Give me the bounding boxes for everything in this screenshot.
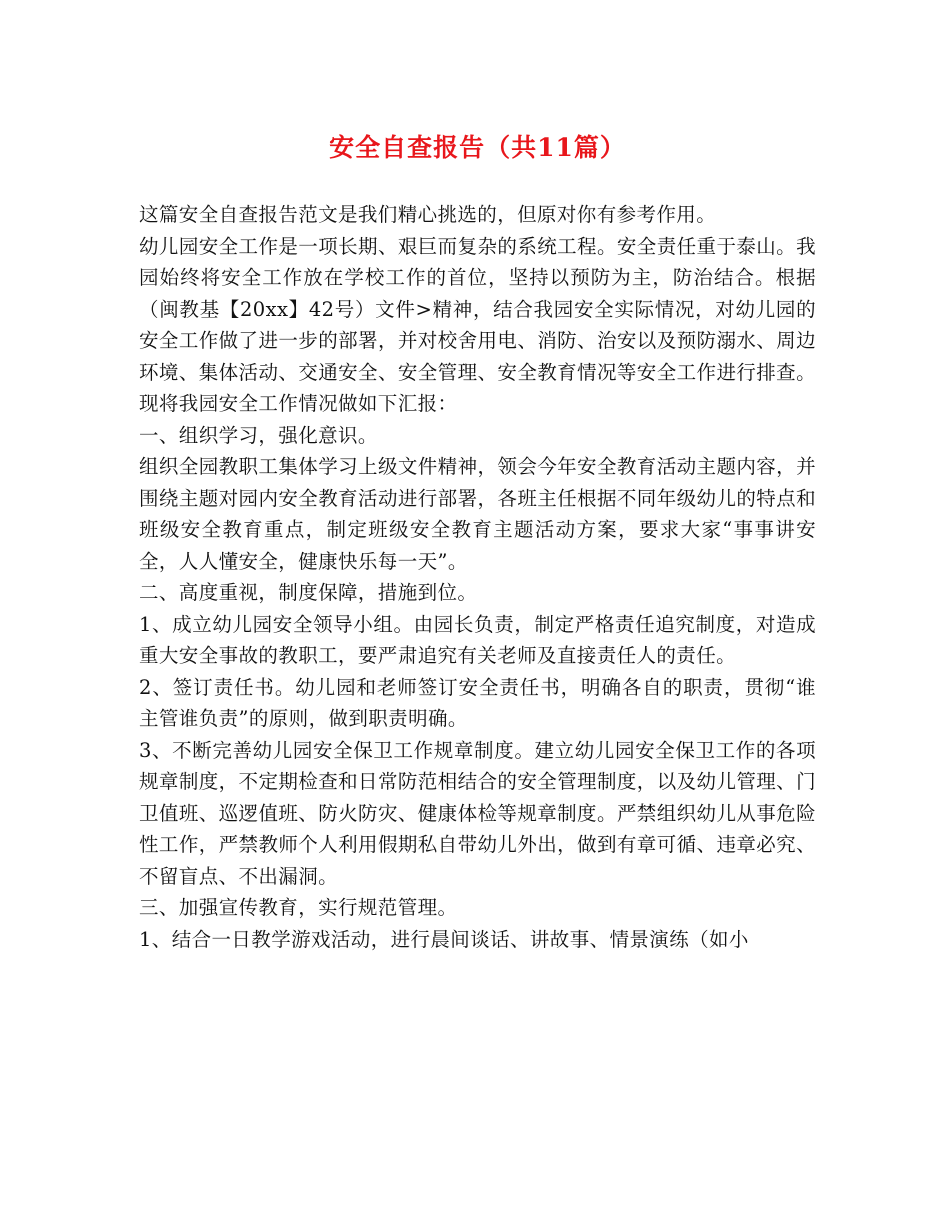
paragraph-overview: 幼儿园安全工作是一项长期、艰巨而复杂的系统工程。安全责任重于泰山。我园始终将安全工作放在学校工作的首位，坚持以预防为主，防治结合。根据（闽教基【20xx】42号）文件>精神，结合我园安全实际情况，对幼儿园的安全工作做了进一步的部署，并对校舍用电、消防、治安以及预防溺水、周边环境、集体活动、交通安全、安全管理、安全教育情况等安全工作进行排查。现将我园安全工作情况做如下汇报： (139, 234, 816, 415)
paragraph-item-2-3: 3、不断完善幼儿园安全保卫工作规章制度。建立幼儿园安全保卫工作的各项规章制度，不定期检查和日常防范相结合的安全管理制度，以及幼儿管理、门卫值班、巡逻值班、防火防灾、健康体检等规章制度。严禁组织幼儿从事危险性工作，严禁教师个人利用假期私自带幼儿外出，做到有章可循、违章必究、不留盲点、不出漏洞。 (139, 738, 816, 888)
section-heading-3: 三、加强宣传教育，实行规范管理。 (139, 896, 458, 919)
section-heading-2: 二、高度重视，制度保障，措施到位。 (139, 581, 478, 604)
paragraph-item-2-1: 1、成立幼儿园安全领导小组。由园长负责，制定严格责任追究制度，对造成重大安全事故的教职工，要严肃追究有关老师及直接责任人的责任。 (139, 612, 816, 667)
paragraph-intro: 这篇安全自查报告范文是我们精心挑选的，但原对你有参考作用。 (139, 203, 717, 226)
section-heading-1: 一、组织学习，强化意识。 (139, 423, 378, 447)
paragraph-section-1: 组织全园教职工集体学习上级文件精神，领会今年安全教育活动主题内容，并围绕主题对园内安全教育活动进行部署，各班主任根据不同年级幼儿的特点和班级安全教育重点，制定班级安全教育主题活动方案，要求大家“事事讲安全，人人懂安全，健康快乐每一天”。 (139, 455, 816, 573)
paragraph-item-3-1: 1、结合一日教学游戏活动，进行晨间谈话、讲故事、情景演练（如小 (139, 927, 749, 951)
paragraph-item-2-2: 2、签订责任书。幼儿园和老师签订安全责任书，明确各自的职责，贯彻“谁主管谁负责”的原则，做到职责明确。 (139, 675, 816, 730)
document-body (139, 199, 816, 955)
document-title: 安全自查报告（共11篇） (329, 133, 626, 162)
